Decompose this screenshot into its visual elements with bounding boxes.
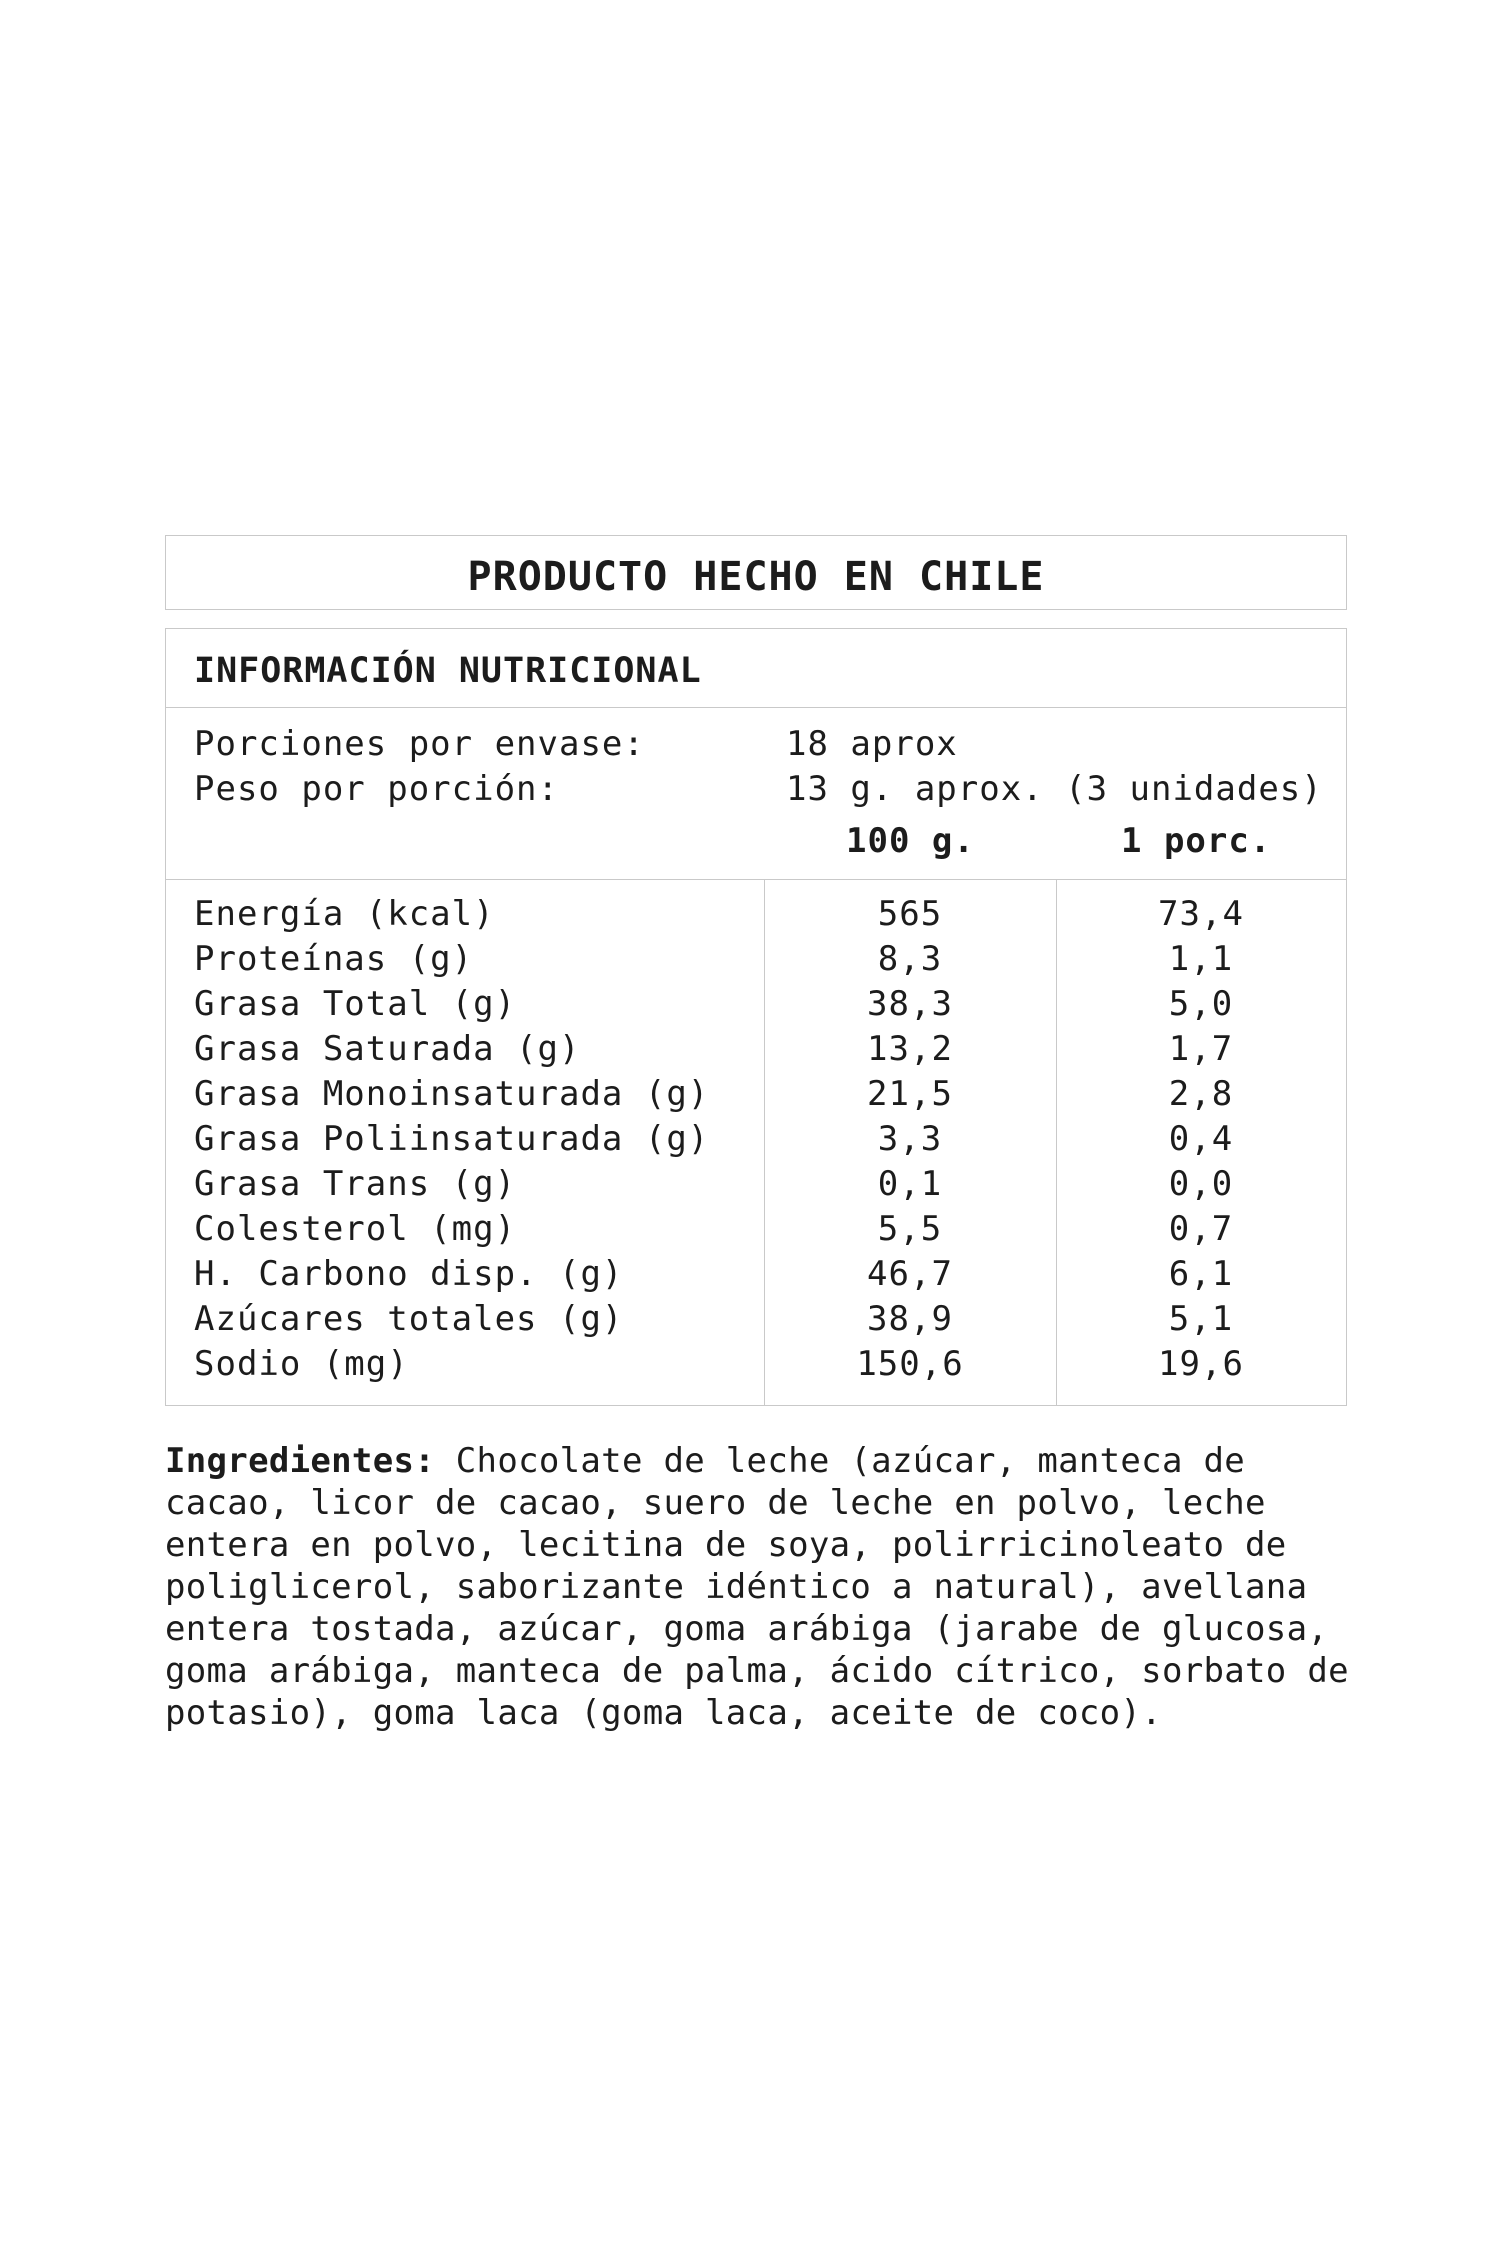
servings-value: 18 aprox (786, 724, 958, 764)
nutrient-name: H. Carbono disp. (g) (194, 1254, 624, 1294)
value-portion: 73,4 (1158, 894, 1244, 934)
value-100g: 13,2 (867, 1029, 953, 1069)
nutrient-name: Azúcares totales (g) (194, 1299, 624, 1339)
value-portion: 0,7 (1168, 1209, 1234, 1249)
value-portion: 0,0 (1168, 1164, 1234, 1204)
value-100g: 3,3 (877, 1119, 943, 1159)
divider (166, 707, 1346, 708)
value-100g: 5,5 (877, 1209, 943, 1249)
table-row (166, 894, 1346, 939)
value-100g: 21,5 (867, 1074, 953, 1114)
servings-label: Porciones por envase: (194, 724, 645, 764)
weight-value: 13 g. aprox. (3 unidades) (786, 769, 1323, 809)
nutrition-table (165, 628, 1347, 1406)
nutrient-name: Energía (kcal) (194, 894, 495, 934)
table-row (166, 1254, 1346, 1299)
table-row (166, 1209, 1346, 1254)
column-header-100g: 100 g. (846, 821, 975, 861)
value-100g: 565 (877, 894, 943, 934)
value-100g: 150,6 (856, 1344, 964, 1384)
value-portion: 5,1 (1168, 1299, 1234, 1339)
nutrient-name: Grasa Poliinsaturada (g) (194, 1119, 710, 1159)
value-100g: 38,9 (867, 1299, 953, 1339)
divider (166, 879, 1346, 880)
column-header-portion: 1 porc. (1121, 821, 1272, 861)
table-row (166, 1029, 1346, 1074)
value-portion: 1,1 (1168, 939, 1234, 979)
table-row (166, 1074, 1346, 1119)
ingredients-paragraph (165, 1440, 1365, 1734)
nutrient-rows (166, 894, 1346, 1389)
nutrient-name: Colesterol (mg) (194, 1209, 517, 1249)
value-portion: 5,0 (1168, 984, 1234, 1024)
nutrient-name: Grasa Total (g) (194, 984, 517, 1024)
table-row (166, 939, 1346, 984)
nutrition-title: INFORMACIÓN NUTRICIONAL (194, 651, 702, 691)
value-portion: 2,8 (1168, 1074, 1234, 1114)
origin-banner (165, 535, 1347, 610)
table-row (166, 1119, 1346, 1164)
ingredients-label: Ingredientes: (165, 1441, 436, 1481)
value-portion: 6,1 (1168, 1254, 1234, 1294)
nutrient-name: Grasa Saturada (g) (194, 1029, 581, 1069)
table-row (166, 1164, 1346, 1209)
value-100g: 46,7 (867, 1254, 953, 1294)
table-row (166, 1299, 1346, 1344)
table-row (166, 984, 1346, 1029)
nutrient-name: Grasa Trans (g) (194, 1164, 517, 1204)
value-100g: 0,1 (877, 1164, 943, 1204)
value-portion: 1,7 (1168, 1029, 1234, 1069)
weight-label: Peso por porción: (194, 769, 559, 809)
origin-title: PRODUCTO HECHO EN CHILE (467, 554, 1045, 600)
nutrient-name: Proteínas (g) (194, 939, 474, 979)
value-100g: 8,3 (877, 939, 943, 979)
value-100g: 38,3 (867, 984, 953, 1024)
table-row (166, 1344, 1346, 1389)
nutrient-name: Grasa Monoinsaturada (g) (194, 1074, 710, 1114)
value-portion: 19,6 (1158, 1344, 1244, 1384)
ingredients-text: Chocolate de leche (azúcar, manteca de cacao, licor de cacao, suero de leche en polvo, leche entera en polvo, lecitina de soya, polirricinoleato de poliglicerol, saborizante idéntico a natural), avellana entera tostada, azúcar, goma arábiga (jarabe de glucosa, goma arábiga, manteca de palma, ácido cítrico, sorbato de potasio), goma laca (goma laca, aceite de coco). (165, 1441, 1349, 1733)
value-portion: 0,4 (1168, 1119, 1234, 1159)
nutrient-name: Sodio (mg) (194, 1344, 409, 1384)
